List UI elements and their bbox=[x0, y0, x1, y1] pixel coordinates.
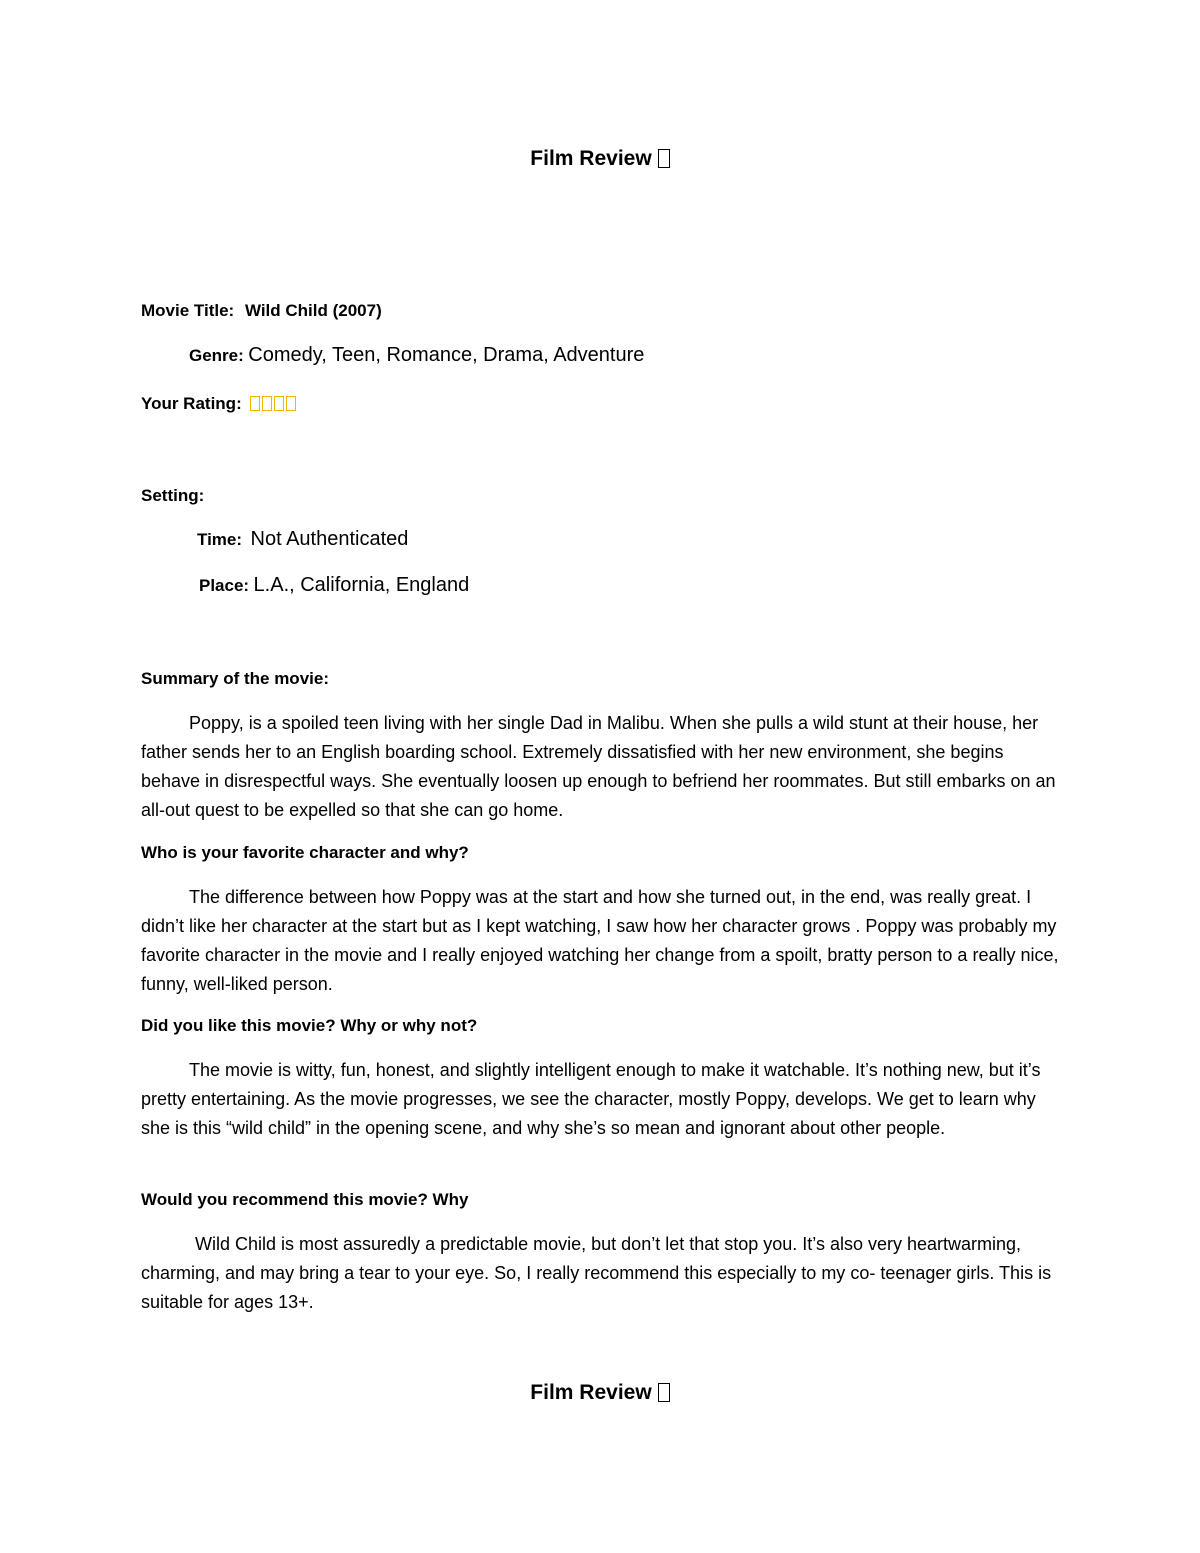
rating-row bbox=[141, 394, 298, 414]
place-label: Place: bbox=[199, 576, 250, 595]
missing-glyph-icon bbox=[658, 149, 670, 168]
genre-value: Comedy, Teen, Romance, Drama, Adventure bbox=[248, 344, 645, 366]
footer-title-text: Film Review bbox=[530, 1381, 652, 1404]
star-icon bbox=[286, 396, 296, 411]
genre-row bbox=[189, 344, 644, 367]
favorite-answer-text: The difference between how Poppy was at the start and how she turned out, in the end, was really great. I didn’t like her character at the start but as I kept watching, I saw how her character grows . Poppy was probably my favorite character in the movie and I really enjoyed watching her change from a spoilt, bratty person to a really nice, funny, well-liked person. bbox=[141, 887, 1059, 994]
movie-title-value: Wild Child (2007) bbox=[244, 301, 382, 320]
summary-answer bbox=[141, 709, 1061, 825]
page-title-text: Film Review bbox=[530, 147, 652, 170]
like-question: Did you like this movie? Why or why not? bbox=[141, 1016, 478, 1035]
star-icon bbox=[250, 396, 260, 411]
favorite-question: Who is your favorite character and why? bbox=[141, 843, 469, 862]
place-row bbox=[199, 574, 469, 597]
time-label: Time: bbox=[197, 530, 243, 549]
page-title bbox=[0, 147, 1200, 171]
time-value: Not Authenticated bbox=[250, 528, 409, 550]
rating-label: Your Rating: bbox=[141, 394, 242, 413]
star-icon bbox=[262, 396, 272, 411]
missing-glyph-icon bbox=[658, 1383, 670, 1402]
like-answer bbox=[141, 1056, 1061, 1143]
setting-label: Setting: bbox=[141, 486, 205, 505]
star-icon bbox=[274, 396, 284, 411]
place-value: L.A., California, England bbox=[253, 574, 470, 596]
rating-stars bbox=[250, 394, 298, 413]
summary-answer-text: Poppy, is a spoiled teen living with her single Dad in Malibu. When she pulls a wild stunt at their house, her father sends her to an English boarding school. Extremely dissatisfied with her new environment, she begins behave in disrespectful ways. She eventually loosen up enough to befriend her roommates. But still embarks on an all-out quest to be expelled so that she can go home. bbox=[141, 713, 1056, 820]
summary-question: Summary of the movie: bbox=[141, 669, 329, 688]
genre-label: Genre: bbox=[189, 346, 244, 365]
recommend-question: Would you recommend this movie? Why bbox=[141, 1190, 469, 1209]
movie-title-row bbox=[141, 301, 382, 321]
favorite-answer bbox=[141, 883, 1061, 999]
movie-title-label: Movie Title: bbox=[141, 301, 235, 320]
like-answer-text: The movie is witty, fun, honest, and slightly intelligent enough to make it watchable. It’s nothing new, but it’s pretty entertaining. As the movie progresses, we see the character, mostly Poppy, develops. We get to learn why she is this “wild child” in the opening scene, and why she’s so mean and ignorant about other people. bbox=[141, 1060, 1041, 1138]
recommend-answer bbox=[141, 1230, 1061, 1317]
footer-title bbox=[0, 1381, 1200, 1405]
time-row bbox=[197, 528, 408, 551]
recommend-answer-text: Wild Child is most assuredly a predictable movie, but don’t let that stop you. It’s also very heartwarming, charming, and may bring a tear to your eye. So, I really recommend this especially to my co- teenager girls. This is suitable for ages 13+. bbox=[141, 1234, 1052, 1312]
